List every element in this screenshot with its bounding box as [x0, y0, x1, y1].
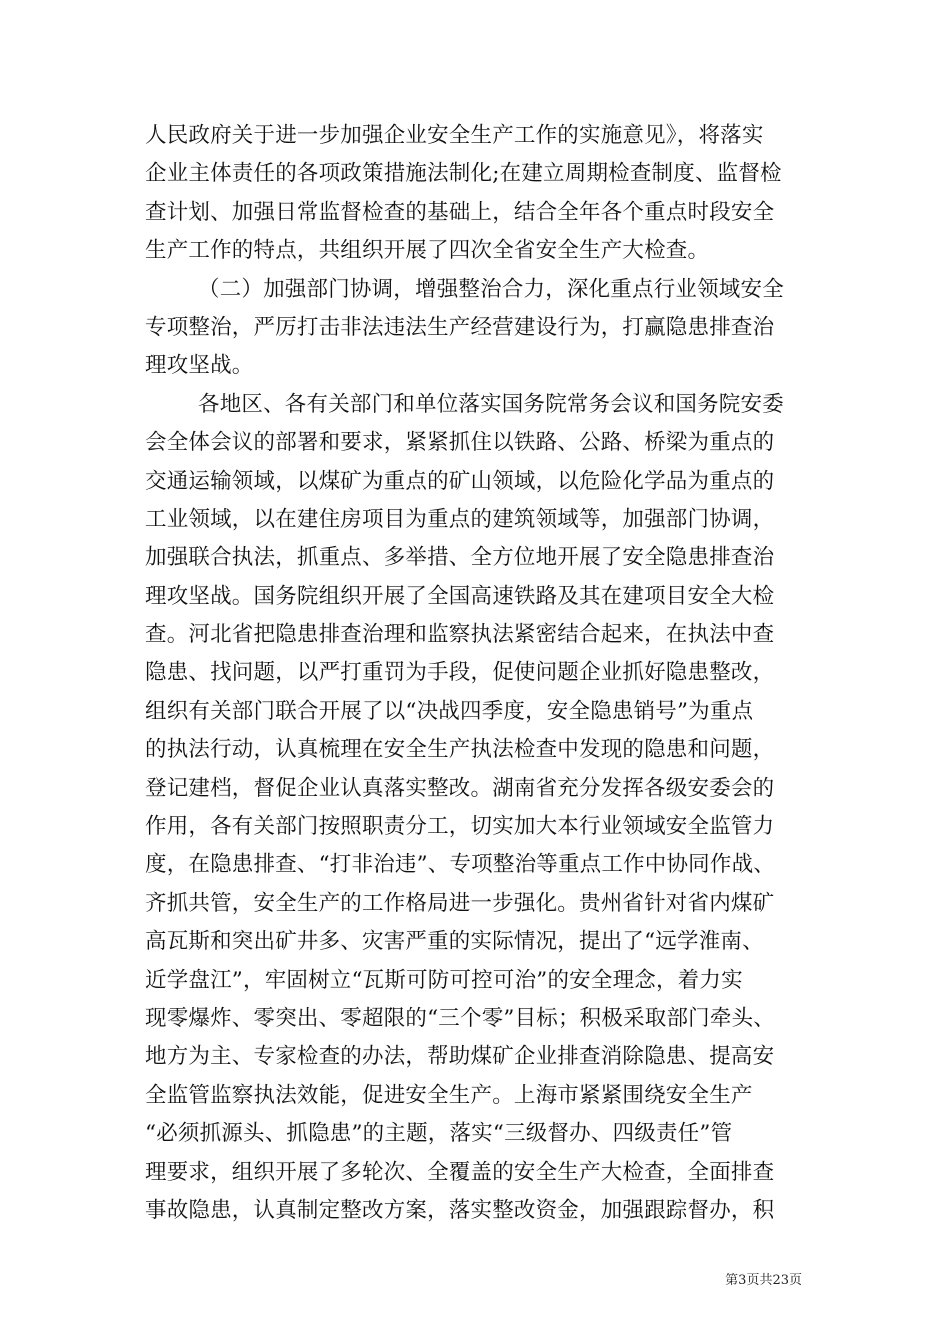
text-line: 各地区、各有关部门和单位落实国务院常务会议和国务院安委	[198, 391, 784, 417]
section-heading-line: 专项整治，严厉打击非法违法生产经营建设行为，打赢隐患排查治	[145, 314, 775, 340]
text-line: 地方为主、专家检查的办法，帮助煤矿企业排查消除隐患、提高安	[145, 1044, 775, 1070]
text-line: 全监管监察执法效能，促进安全生产。上海市紧紧围绕安全生产	[145, 1082, 753, 1108]
text-line: 高瓦斯和突出矿井多、灾害严重的实际情况，提出了“远学淮南、	[145, 929, 764, 955]
text-line: 交通运输领域，以煤矿为重点的矿山领域，以危险化学品为重点的	[145, 468, 775, 494]
text-line: 加强联合执法，抓重点、多举措、全方位地开展了安全隐患排查治	[145, 545, 775, 571]
text-line: 理要求，组织开展了多轮次、全覆盖的安全生产大检查，全面排查	[145, 1159, 775, 1185]
text-line: 会全体会议的部署和要求，紧紧抓住以铁路、公路、桥梁为重点的	[145, 430, 775, 456]
section-heading-line: （二）加强部门协调，增强整治合力，深化重点行业领域安全	[198, 276, 784, 302]
text-line: 作用，各有关部门按照职责分工，切实加大本行业领域安全监管力	[145, 814, 775, 840]
text-line: 的执法行动，认真梳理在安全生产执法检查中发现的隐患和问题，	[145, 737, 775, 763]
text-line: 工业领域，以在建住房项目为重点的建筑领域等，加强部门协调，	[145, 506, 775, 532]
text-line: “必须抓源头、抓隐患”的主题，落实“三级督办、四级责任”管	[145, 1121, 733, 1147]
text-line: 事故隐患，认真制定整改方案，落实整改资金，加强跟踪督办，积	[145, 1197, 775, 1223]
text-line: 人民政府关于进一步加强企业安全生产工作的实施意见》，将落实	[145, 123, 764, 148]
text-line: 登记建档，督促企业认真落实整改。湖南省充分发挥各级安委会的	[145, 775, 775, 801]
text-line: 生产工作的特点，共组织开展了四次全省安全生产大检查。	[145, 238, 710, 264]
text-line: 现零爆炸、零突出、零超限的“三个零”目标；积极采取部门牵头、	[145, 1005, 775, 1031]
text-line: 隐患、找问题，以严打重罚为手段，促使问题企业抓好隐患整改，	[145, 660, 775, 686]
text-line: 企业主体责任的各项政策措施法制化;在建立周期检查制度、监督检	[145, 161, 782, 187]
text-line: 查计划、加强日常监督检查的基础上，结合全年各个重点时段安全	[145, 199, 775, 225]
text-line: 组织有关部门联合开展了以“决战四季度，安全隐患销号”为重点	[145, 698, 754, 724]
text-line: 度，在隐患排查、“打非治违”、专项整治等重点工作中协同作战、	[145, 852, 775, 878]
document-body	[145, 117, 807, 1230]
text-line: 齐抓共管，安全生产的工作格局进一步强化。贵州省针对省内煤矿	[145, 890, 775, 916]
section-heading-line: 理攻坚战。	[145, 353, 254, 379]
text-line: 近学盘江”，牢固树立“瓦斯可防可控可治”的安全理念，着力实	[145, 967, 743, 993]
text-line: 查。河北省把隐患排查治理和监察执法紧密结合起来，在执法中查	[145, 622, 775, 648]
page-number-footer: 第3页共23页	[725, 1273, 802, 1288]
text-line: 理攻坚战。国务院组织开展了全国高速铁路及其在建项目安全大检	[145, 583, 775, 609]
